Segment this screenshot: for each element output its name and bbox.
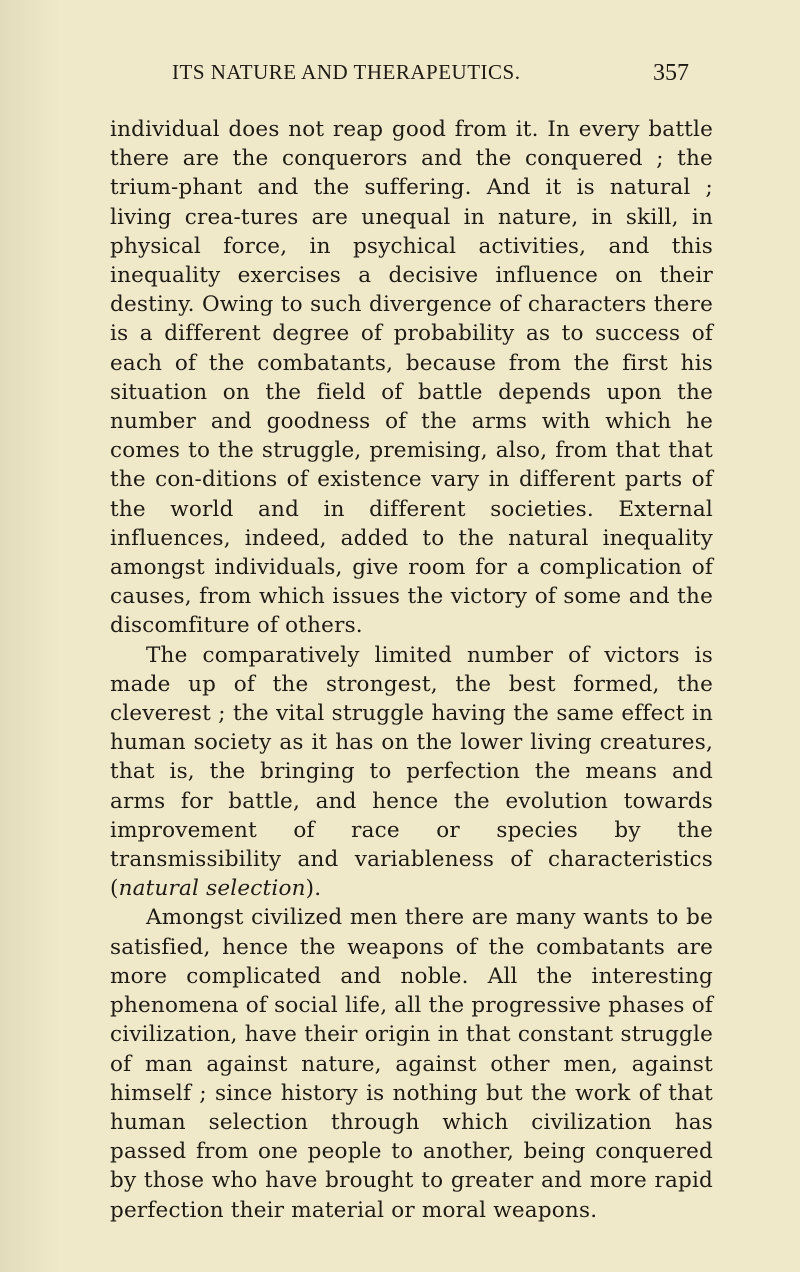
paragraph-2-text: The comparatively limited number of victors is made up of the strongest, the best formed, the cleverest ; the vital struggle having the same effect in human society as it has on the lower living creatures, that is, the bringing to perfection the means and arms for battle, and hence the evolution towards improvement of race or species by the transmissibility and variableness of characteristics (	[110, 642, 713, 902]
paragraph-3-text: Amongst civilized men there are many wants to be satisfied, hence the weapons of the combatants are more complicated and noble. All the interesting phenomena of social life, all the progressive phases of civilization, have their origin in that constant struggle of man against nature, against other men, against himself ; since history is nothing but the work of that human selection through which civilization has passed from one people to another, being conquered by those who have brought to greater and more rapid perfection their material or moral weapons.	[110, 905, 713, 1223]
paragraph-2-tail: ).	[305, 876, 322, 902]
paragraph-2-italic-term: natural selection	[118, 876, 306, 902]
paragraph-3	[110, 903, 713, 1224]
page-number: 357	[653, 60, 689, 86]
paragraph-2	[110, 641, 713, 904]
body-text	[110, 115, 713, 1225]
paragraph-1	[110, 115, 713, 641]
paragraph-1-text: individual does not reap good from it. In every battle there are the conquerors and the conquered ; the trium-phant and the suffering. And it is natural ; living crea-tures are unequal in nature, in skill, in physical force, in psychical activities, and this inequality exercises a decisive influence on their destiny. Owing to such divergence of characters there is a different degree of probability as to success of each of the combatants, because from the first his situation on the field of battle depends upon the number and goodness of the arms with which he comes to the struggle, premising, also, from that that the con-ditions of existence vary in different parts of the world and in different societies. External influences, indeed, added to the natural inequality amongst individuals, give room for a complication of causes, from which issues the victory of some and the discomfiture of others.	[110, 117, 713, 639]
page-header	[0, 60, 800, 90]
running-title: ITS NATURE AND THERAPEUTICS.	[172, 60, 521, 84]
